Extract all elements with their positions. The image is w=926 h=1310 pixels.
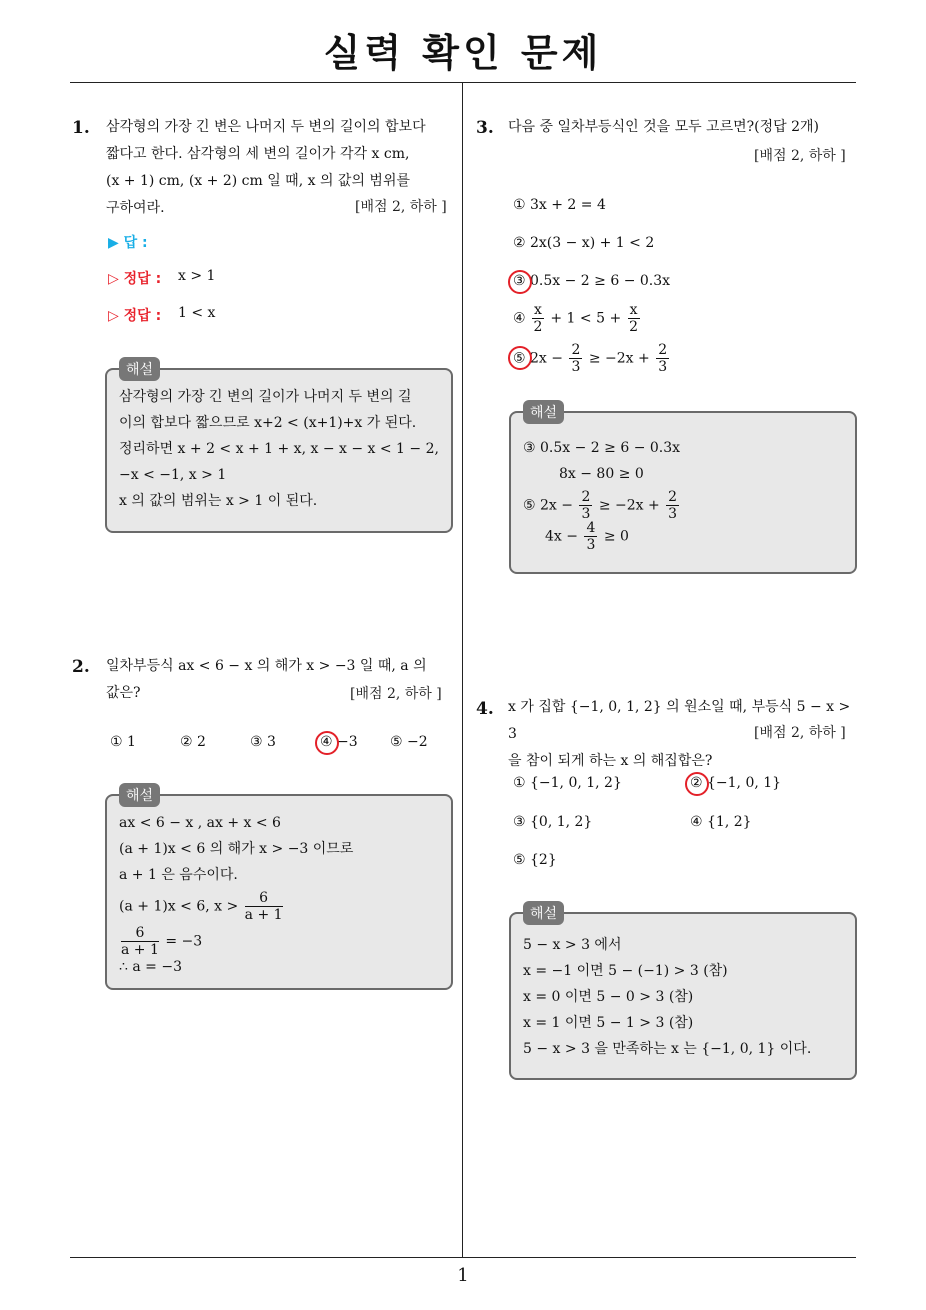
explanation-line: 8x − 80 ≥ 0 [559,466,644,482]
question-1-correct-label-1: ▷ 정답 : [108,271,162,287]
answer-mark-circle [685,772,709,796]
fraction: $\frac{2}{3}$ [571,342,581,375]
explanation-line: (a + 1)x < 6, x > [119,898,239,915]
explanation-line: 이의 합보다 짧으므로 x+2 < (x+1)+x 가 된다. [119,415,417,431]
answer-mark-circle [508,346,532,370]
explanation-line: 정리하면 x + 2 < x + 1 + x, x − x − x < 1 − 2, [119,441,439,457]
question-4-option-2[interactable]: ② {−1, 0, 1} [690,775,782,791]
question-1-line: 짧다고 한다. 삼각형의 세 변의 길이가 각각 x cm, [106,146,410,162]
question-2-option-3[interactable]: ③ 3 [250,734,276,750]
top-rule [70,82,856,83]
question-1-explanation-box [105,368,453,533]
question-2-option-1[interactable]: ① 1 [110,734,136,750]
answer-mark-circle [315,731,339,755]
fraction: $\frac{6}{a + 1}$ [121,925,159,958]
question-3-number: 3. [476,118,494,138]
question-2-option-5[interactable]: ⑤ −2 [390,734,428,750]
explanation-line: −x < −1, x > 1 [119,467,227,483]
column-divider [462,83,463,1258]
question-3-option-5[interactable]: ⑤ 2x − $\frac{2}{3}$ ≥ −2x + $\frac{2}{3}$ [513,342,668,375]
question-1-answer-label: ▶ 답 : [108,235,148,251]
explanation-line: (a + 1)x < 6 의 해가 x > −3 이므로 [119,841,354,857]
question-1-line: (x + 1) cm, (x + 2) cm 일 때, x 의 값의 범위를 [106,173,410,189]
question-1-correct-label-2: ▷ 정답 : [108,308,162,324]
question-4-number: 4. [476,699,494,719]
question-4-explanation-tag: 해설 [523,901,564,925]
explanation-line: 5 − x > 3 을 만족하는 x 는 {−1, 0, 1} 이다. [523,1041,812,1057]
question-1-correct-value-2: 1 < x [178,305,216,321]
explanation-line: x 의 값의 범위는 x > 1 이 된다. [119,493,318,509]
fraction: $\frac{x}{2}$ [533,302,543,335]
question-2-option-4[interactable]: ④ −3 [320,734,358,750]
option-number: ④ [513,310,526,327]
explanation-line: 5 − x > 3 에서 [523,937,622,953]
question-1-line: 구하여라. [106,200,165,216]
answer-mark-circle [508,270,532,294]
question-4-option-5[interactable]: ⑤ {2} [513,852,557,868]
question-3-explanation-tag: 해설 [523,400,564,424]
question-4-option-1[interactable]: ① {−1, 0, 1, 2} [513,775,622,791]
explanation-line: ⑤ 2x − [523,497,573,514]
explanation-line: x = 1 이면 5 − 1 > 3 (참) [523,1015,694,1031]
question-2-number: 2. [72,657,90,677]
question-4-option-4[interactable]: ④ {1, 2} [690,814,752,830]
question-1-score: [배점 2, 하하 ] [355,199,447,215]
question-2-explanation-tag: 해설 [119,783,160,807]
question-2-line: 값은? [106,685,141,701]
question-3-option-1[interactable]: ① 3x + 2 = 4 [513,197,606,213]
explanation-line: ax < 6 − x , ax + x < 6 [119,815,281,831]
explanation-line: = −3 [165,933,203,950]
page-title: 실력 확인 문제 [323,31,603,75]
question-4-line: 을 참이 되게 하는 x 의 해집합은? [508,753,713,769]
question-4-explanation-box [509,912,857,1080]
question-3-score: [배점 2, 하하 ] [754,148,846,164]
bottom-rule [70,1257,856,1258]
fraction: $\frac{x}{2}$ [629,302,639,335]
explanation-line: ∴ a = −3 [119,959,182,975]
explanation-line: ③ 0.5x − 2 ≥ 6 − 0.3x [523,440,681,456]
question-4-line: x 가 집합 {−1, 0, 1, 2} 의 원소일 때, 부등식 5 − x > 3 [508,699,851,742]
fraction: $\frac{4}{3}$ [586,520,596,553]
explanation-line: 삼각형의 가장 긴 변의 길이가 나머지 두 변의 길 [119,389,412,405]
option-number: ⑤ [513,350,526,367]
question-1-line: 삼각형의 가장 긴 변은 나머지 두 변의 길이의 합보다 [106,119,426,135]
question-2-line: 일차부등식 ax < 6 − x 의 해가 x > −3 일 때, a 의 [106,658,427,674]
question-2-option-2[interactable]: ② 2 [180,734,206,750]
explanation-line: a + 1 은 음수이다. [119,867,238,883]
question-4-score: [배점 2, 하하 ] [754,725,846,741]
explanation-line: x = −1 이면 5 − (−1) > 3 (참) [523,963,728,979]
question-1-correct-value-1: x > 1 [178,268,216,284]
question-3-option-3[interactable]: ③ 0.5x − 2 ≥ 6 − 0.3x [513,273,671,289]
question-3-option-4[interactable]: ④ $\frac{x}{2}$ + 1 < 5 + $\frac{x}{2}$ [513,302,639,335]
question-1-number: 1. [72,118,90,138]
question-3-explanation-box: ③ 0.5x − 2 ≥ 6 − 0.3x 8x − 80 ≥ 0 ⑤ 2x − $\frac{2}{3}$ ≥ −2x + $\frac{2}{3}$ 4x − $\frac{4}{3}$ ≥ 0 [509,411,857,574]
fraction: $\frac{2}{3}$ [658,342,668,375]
explanation-line: x = 0 이면 5 − 0 > 3 (참) [523,989,694,1005]
question-2-score: [배점 2, 하하 ] [350,686,442,702]
question-1-explanation-tag: 해설 [119,357,160,381]
fraction: $\frac{2}{3}$ [581,489,591,522]
question-3-text: 다음 중 일차부등식인 것을 모두 고르면?(정답 2개) [508,119,819,135]
question-2-explanation-box [105,794,453,990]
question-3-option-2[interactable]: ② 2x(3 − x) + 1 < 2 [513,235,655,251]
fraction: $\frac{2}{3}$ [668,489,678,522]
question-4-option-3[interactable]: ③ {0, 1, 2} [513,814,593,830]
explanation-line: 4x − [545,528,578,545]
page-number: 1 [457,1265,469,1286]
fraction: $\frac{6}{a + 1}$ [244,890,283,923]
